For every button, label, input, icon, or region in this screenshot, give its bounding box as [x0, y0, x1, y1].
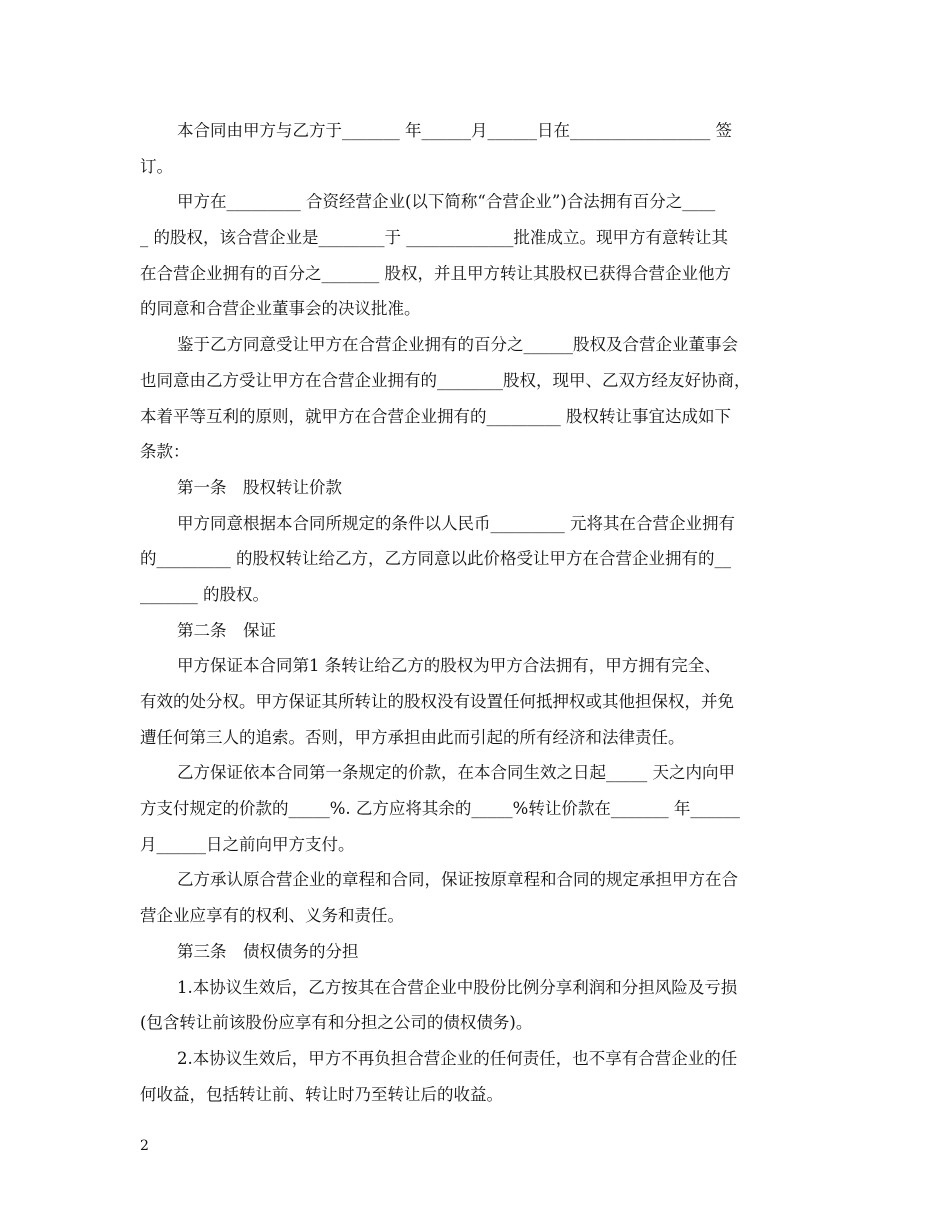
party-a-guarantee-paragraph: [140, 648, 812, 755]
page-number: 2: [140, 1138, 149, 1154]
text-line: 何收益，包括转让前、转让时乃至转让后的收益。: [140, 1084, 503, 1104]
party-b-payment-paragraph: [140, 755, 812, 862]
article-heading-1: 第一条 股权转让价款: [177, 477, 342, 497]
text-line: 甲方在_________ 合资经营企业(以下简称“合营企业”)合法拥有百分之____: [177, 192, 716, 212]
text-line: 条款：: [140, 442, 190, 462]
text-line: (包含转让前该股份应享有和分担之公司的债权债务)。: [140, 1013, 533, 1033]
text-line: 的_________ 的股权转让给乙方，乙方同意以此价格受让甲方在合营企业拥有的__: [140, 549, 731, 569]
text-line: 乙方承认原合营企业的章程和合同，保证按原章程和合同的规定承担甲方在合: [177, 870, 738, 890]
text-line: 鉴于乙方同意受让甲方在合营企业拥有的百分之______股权及合营企业董事会: [177, 335, 738, 355]
text-line: 的同意和合营企业董事会的决议批准。: [140, 299, 421, 319]
contract-body: [140, 113, 812, 1112]
article-heading-2: 第二条 保证: [177, 620, 276, 640]
text-line: 1.本协议生效后，乙方按其在合营企业中股份比例分享利润和分担风险及亏损: [177, 977, 738, 997]
text-line: _ 的股权，该合营企业是________于 _____________批准成立。现甲方有意转让其: [140, 228, 728, 248]
text-line: 也同意由乙方受让甲方在合营企业拥有的________股权，现甲、乙双方经友好协商，: [140, 370, 751, 390]
text-line: 本着平等互利的原则，就甲方在合营企业拥有的_________ 股权转让事宜达成如下: [140, 406, 731, 426]
debt-sharing-item-2: [140, 1041, 812, 1112]
transfer-price-paragraph: [140, 506, 812, 613]
text-line: 甲方同意根据本合同所规定的条件以人民币_________ 元将其在合营企业拥有: [177, 513, 735, 533]
text-line: 月______日之前向甲方支付。: [140, 834, 355, 854]
party-b-acknowledgment-paragraph: [140, 862, 812, 933]
party-a-paragraph: [140, 184, 812, 327]
text-line: 甲方保证本合同第1 条转让给乙方的股权为甲方合法拥有，甲方拥有完全、: [177, 656, 721, 676]
text-line: 在合营企业拥有的百分之_______ 股权，并且甲方转让其股权已获得合营企业他方: [140, 263, 731, 283]
text-line: 2.本协议生效后，甲方不再负担合营企业的任何责任，也不享有合营企业的任: [177, 1048, 738, 1068]
text-line: 本合同由甲方与乙方于_______ 年______月______日在_________________ 签: [177, 121, 732, 140]
text-line: 有效的处分权。甲方保证其所转让的股权没有设置任何抵押权或其他担保权，并免: [140, 692, 734, 711]
text-line: _______ 的股权。: [140, 584, 269, 604]
text-line: 遭任何第三人的追索。否则，甲方承担由此而引起的所有经济和法律责任。: [140, 727, 685, 747]
text-line: 方支付规定的价款的_____%. 乙方应将其余的_____%转让价款在_______ 年______: [140, 799, 740, 819]
text-line: 乙方保证依本合同第一条规定的价款，在本合同生效之日起_____ 天之内向甲: [177, 763, 735, 783]
debt-sharing-item-1: [140, 970, 812, 1041]
article-heading-3: 第三条 债权债务的分担: [177, 941, 359, 961]
whereas-paragraph: [140, 327, 812, 470]
text-line: 订。: [140, 156, 173, 176]
text-line: 营企业应享有的权利、义务和责任。: [140, 906, 404, 926]
intro-paragraph: [140, 113, 812, 184]
